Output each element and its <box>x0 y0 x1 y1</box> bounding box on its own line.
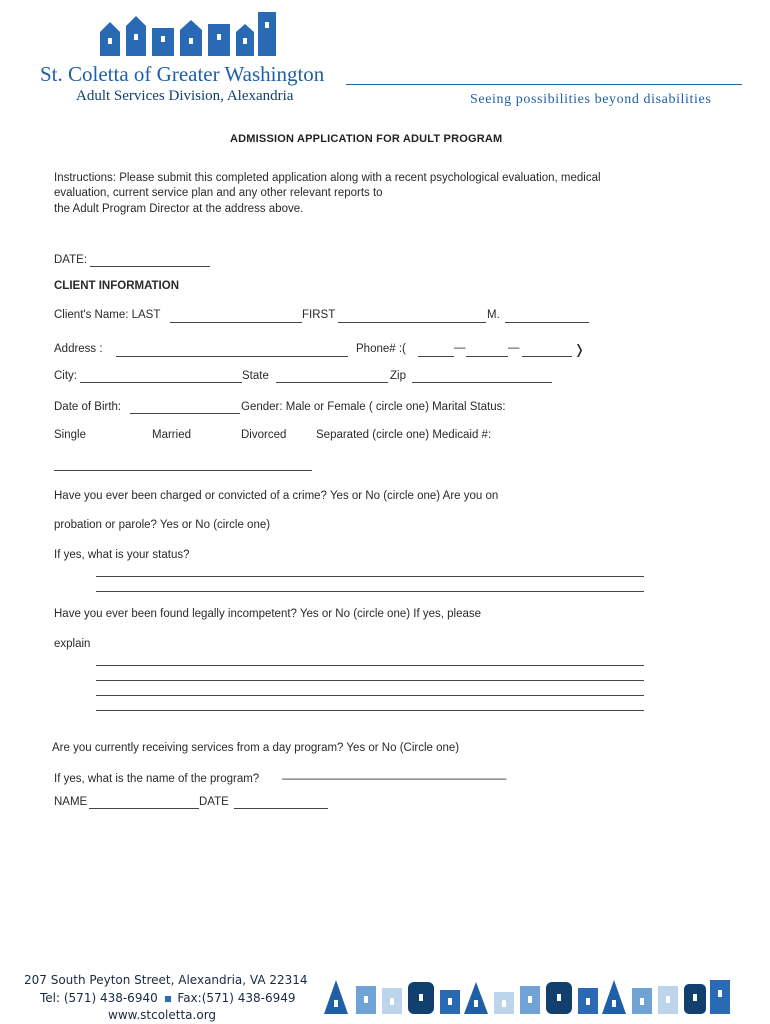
city-label: City: <box>54 370 77 382</box>
name-label: NAME <box>54 796 88 808</box>
bullet-square-icon <box>165 996 171 1002</box>
client-first-label: FIRST <box>302 309 336 321</box>
instructions-line-3: the Adult Program Director at the address above. <box>54 203 304 215</box>
address-label: Address : <box>54 343 103 355</box>
client-middle-label: M. <box>487 309 500 321</box>
form-title: ADMISSION APPLICATION FOR ADULT PROGRAM <box>230 133 503 145</box>
marital-divorced[interactable]: Divorced <box>241 429 287 441</box>
city-field[interactable] <box>80 382 242 383</box>
phone-close-paren: ❭ <box>574 342 585 357</box>
dob-field[interactable] <box>130 413 240 414</box>
program-name-question: If yes, what is the name of the program? <box>54 773 260 785</box>
header-rule <box>346 84 742 85</box>
phone-line-field[interactable] <box>522 356 572 357</box>
footer-fax: Fax:(571) 438-6949 <box>177 991 296 1005</box>
dob-label: Date of Birth: <box>54 401 122 413</box>
explain-label: explain <box>54 638 91 650</box>
footer-address: 207 South Peyton Street, Alexandria, VA 22314 <box>24 973 308 987</box>
instructions-line-2: evaluation, current service plan and any other relevant reports to <box>54 187 383 199</box>
phone-dash-2: — <box>508 342 520 354</box>
state-field[interactable] <box>276 382 388 383</box>
client-middle-field[interactable] <box>505 322 589 323</box>
explain-line-4[interactable] <box>96 710 644 711</box>
status-question: If yes, what is your status? <box>54 549 190 561</box>
zip-label: Zip <box>390 370 406 382</box>
day-program-question: Are you currently receiving services from a day program? Yes or No (Circle one) <box>52 742 460 754</box>
division-name: Adult Services Division, Alexandria <box>76 88 294 104</box>
footer-tel: Tel: (571) 438-6940 <box>40 991 158 1005</box>
incompetent-question: Have you ever been found legally incompetent? Yes or No (circle one) If yes, please <box>54 608 482 620</box>
footer-logo <box>322 976 734 1016</box>
crime-question-line-2: probation or parole? Yes or No (circle one) <box>54 519 271 531</box>
phone-prefix-field[interactable] <box>466 356 508 357</box>
name-field[interactable] <box>89 808 199 809</box>
building-skyline-logo <box>98 8 278 58</box>
footer-contact <box>40 991 296 1005</box>
org-name: St. Coletta of Greater Washington <box>40 62 325 86</box>
explain-line-2[interactable] <box>96 680 644 681</box>
program-name-field[interactable]: –––––––––––––––––––––––––––––––––––––– <box>282 773 507 785</box>
client-last-label: Client's Name: LAST <box>54 309 161 321</box>
gender-marital-label: Gender: Male or Female ( circle one) Marital Status: <box>241 401 506 413</box>
date2-label: DATE <box>199 796 229 808</box>
logo <box>98 8 278 58</box>
status-answer-line-1[interactable] <box>96 576 644 577</box>
address-field[interactable] <box>116 356 348 357</box>
phone-area-field[interactable] <box>418 356 454 357</box>
crime-question-line-1: Have you ever been charged or convicted of a crime? Yes or No (circle one) Are you on <box>54 490 499 502</box>
explain-line-3[interactable] <box>96 695 644 696</box>
footer-web[interactable]: www.stcoletta.org <box>108 1008 217 1022</box>
marital-single[interactable]: Single <box>54 429 86 441</box>
state-label: State <box>242 370 269 382</box>
date-field[interactable] <box>90 266 210 267</box>
status-answer-line-2[interactable] <box>96 591 644 592</box>
phone-label: Phone# :( <box>356 343 406 355</box>
marital-separated-medicaid-label: Separated (circle one) Medicaid #: <box>316 429 492 441</box>
date2-field[interactable] <box>234 808 328 809</box>
client-last-field[interactable] <box>170 322 302 323</box>
client-info-heading: CLIENT INFORMATION <box>54 280 179 292</box>
zip-field[interactable] <box>412 382 552 383</box>
tagline: Seeing possibilities beyond disabilities <box>470 92 712 107</box>
date-label: DATE: <box>54 254 88 266</box>
marital-married[interactable]: Married <box>152 429 191 441</box>
phone-dash-1: — <box>454 342 466 354</box>
medicaid-field[interactable] <box>54 470 312 471</box>
instructions-line-1: Instructions: Please submit this completed application along with a recent psychological evaluation, medical <box>54 172 601 184</box>
building-row-logo <box>322 976 734 1016</box>
explain-line-1[interactable] <box>96 665 644 666</box>
client-first-field[interactable] <box>338 322 486 323</box>
